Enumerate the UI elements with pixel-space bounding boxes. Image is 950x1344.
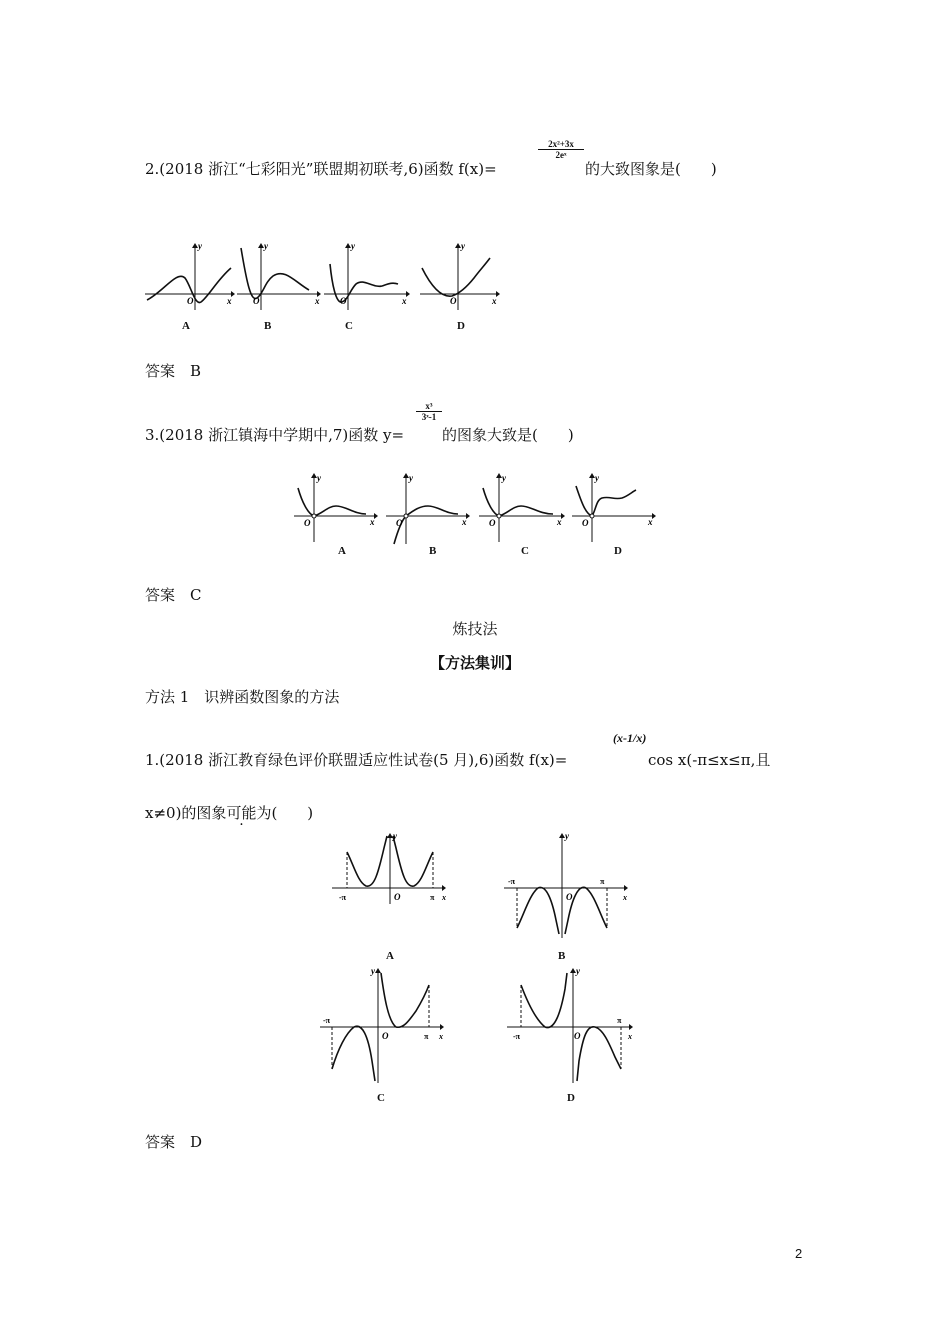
svg-text:-π: -π [339,893,347,902]
m1-graph-a [330,830,450,905]
q3-answer: 答案 C [145,586,202,604]
q3-graph-d [570,470,658,544]
m1-tail: cos x(-π≤x≤π,且 [648,751,771,769]
svg-text:y: y [595,473,599,483]
svg-text:x: x [557,517,562,527]
svg-text:O: O [394,892,401,902]
q2-graph-a [143,240,235,312]
svg-text:π: π [617,1016,622,1025]
q2-option-c-label: C [345,320,353,332]
m1-stem-line2 [145,802,313,823]
svg-text:y: y [409,473,413,483]
svg-text:π: π [424,1032,429,1041]
svg-text:x: x [370,517,375,527]
q2-option-b-label: B [264,320,272,332]
svg-text:y: y [317,473,321,483]
svg-text:O: O [489,518,496,528]
svg-text:y: y [264,241,268,251]
m1-option-a-label: A [386,950,394,962]
svg-text:O: O [340,296,347,306]
svg-text:π: π [430,893,435,902]
m1-answer: 答案 D [145,1133,203,1151]
axis-y-label: y [198,241,202,251]
svg-text:-π: -π [323,1016,331,1025]
section-title: 炼技法 [452,620,498,638]
q3-graph-b [384,470,472,546]
svg-text:x: x [623,893,627,902]
axis-x-label: x [227,296,232,306]
q2-graph-c [322,240,412,312]
page-number: 2 [795,1246,803,1261]
svg-text:O: O [382,1031,389,1041]
q2-fraction [538,139,584,160]
q2-stem: 2.(2018 浙江“七彩阳光”联盟期初联考,6)函数 f(x)= [145,160,497,178]
svg-text:x: x [442,893,446,902]
svg-text:O: O [253,296,260,306]
q2-graph-d [418,240,502,312]
m1-line2-post: 为( ) [256,804,314,822]
svg-text:O: O [396,518,403,528]
svg-text:O: O [574,1031,581,1041]
svg-text:x: x [439,1032,443,1041]
q3-graph-a [292,470,380,544]
method-heading: 方法 1 识辨函数图象的方法 [145,688,340,706]
svg-text:x: x [628,1032,632,1041]
svg-text:x: x [315,296,320,306]
svg-text:y: y [461,241,465,251]
m1-exponent: (x-1/x) [613,731,647,745]
m1-line2-emphasis: 可能 [226,804,257,822]
q3-option-b-label: B [429,545,437,557]
svg-text:y: y [576,966,580,976]
svg-text:x: x [462,517,467,527]
subsection-title: 【方法集训】 [429,654,520,672]
q2-fraction-denominator: 2eˣ [555,150,567,160]
svg-text:y: y [502,473,506,483]
svg-text:x: x [402,296,407,306]
m1-option-d-label: D [567,1092,575,1104]
q3-fraction-denominator: 3ˣ-1 [421,412,437,422]
q2-option-d-label: D [457,320,465,332]
svg-text:O: O [566,892,573,902]
q2-option-a-label: A [182,320,190,332]
m1-option-c-label: C [377,1092,385,1104]
svg-text:x: x [648,517,653,527]
m1-stem: 1.(2018 浙江教育绿色评价联盟适应性试卷(5 月),6)函数 f(x)= [145,751,568,769]
svg-text:-π: -π [513,1032,521,1041]
m1-option-b-label: B [558,950,566,962]
axis-origin-label: O [187,296,194,306]
m1-graph-b [502,830,632,940]
q3-option-d-label: D [614,545,622,557]
svg-text:O: O [304,518,311,528]
q2-tail: 的大致图象是( ) [585,160,717,178]
svg-text:O: O [582,518,589,528]
q2-graph-b [235,240,323,312]
svg-text:π: π [600,877,605,886]
svg-text:y: y [565,831,569,841]
q3-option-c-label: C [521,545,529,557]
q3-fraction [416,401,442,422]
svg-text:y: y [393,831,397,841]
svg-text:x: x [492,296,497,306]
q2-answer: 答案 B [145,362,202,380]
m1-line2-pre: x≠0)的图象 [145,804,227,822]
q3-tail: 的图象大致是( ) [442,426,574,444]
q2-fraction-numerator: 2x²+3x [538,139,584,150]
q3-option-a-label: A [338,545,346,557]
q3-graph-c [477,470,567,544]
svg-text:y: y [371,966,375,976]
svg-text:-π: -π [508,877,516,886]
q3-stem: 3.(2018 浙江镇海中学期中,7)函数 y= [145,426,405,444]
m1-graph-d [505,965,637,1085]
q3-fraction-numerator: x³ [416,401,442,412]
svg-text:O: O [450,296,457,306]
m1-graph-c [318,965,448,1085]
svg-text:y: y [351,241,355,251]
